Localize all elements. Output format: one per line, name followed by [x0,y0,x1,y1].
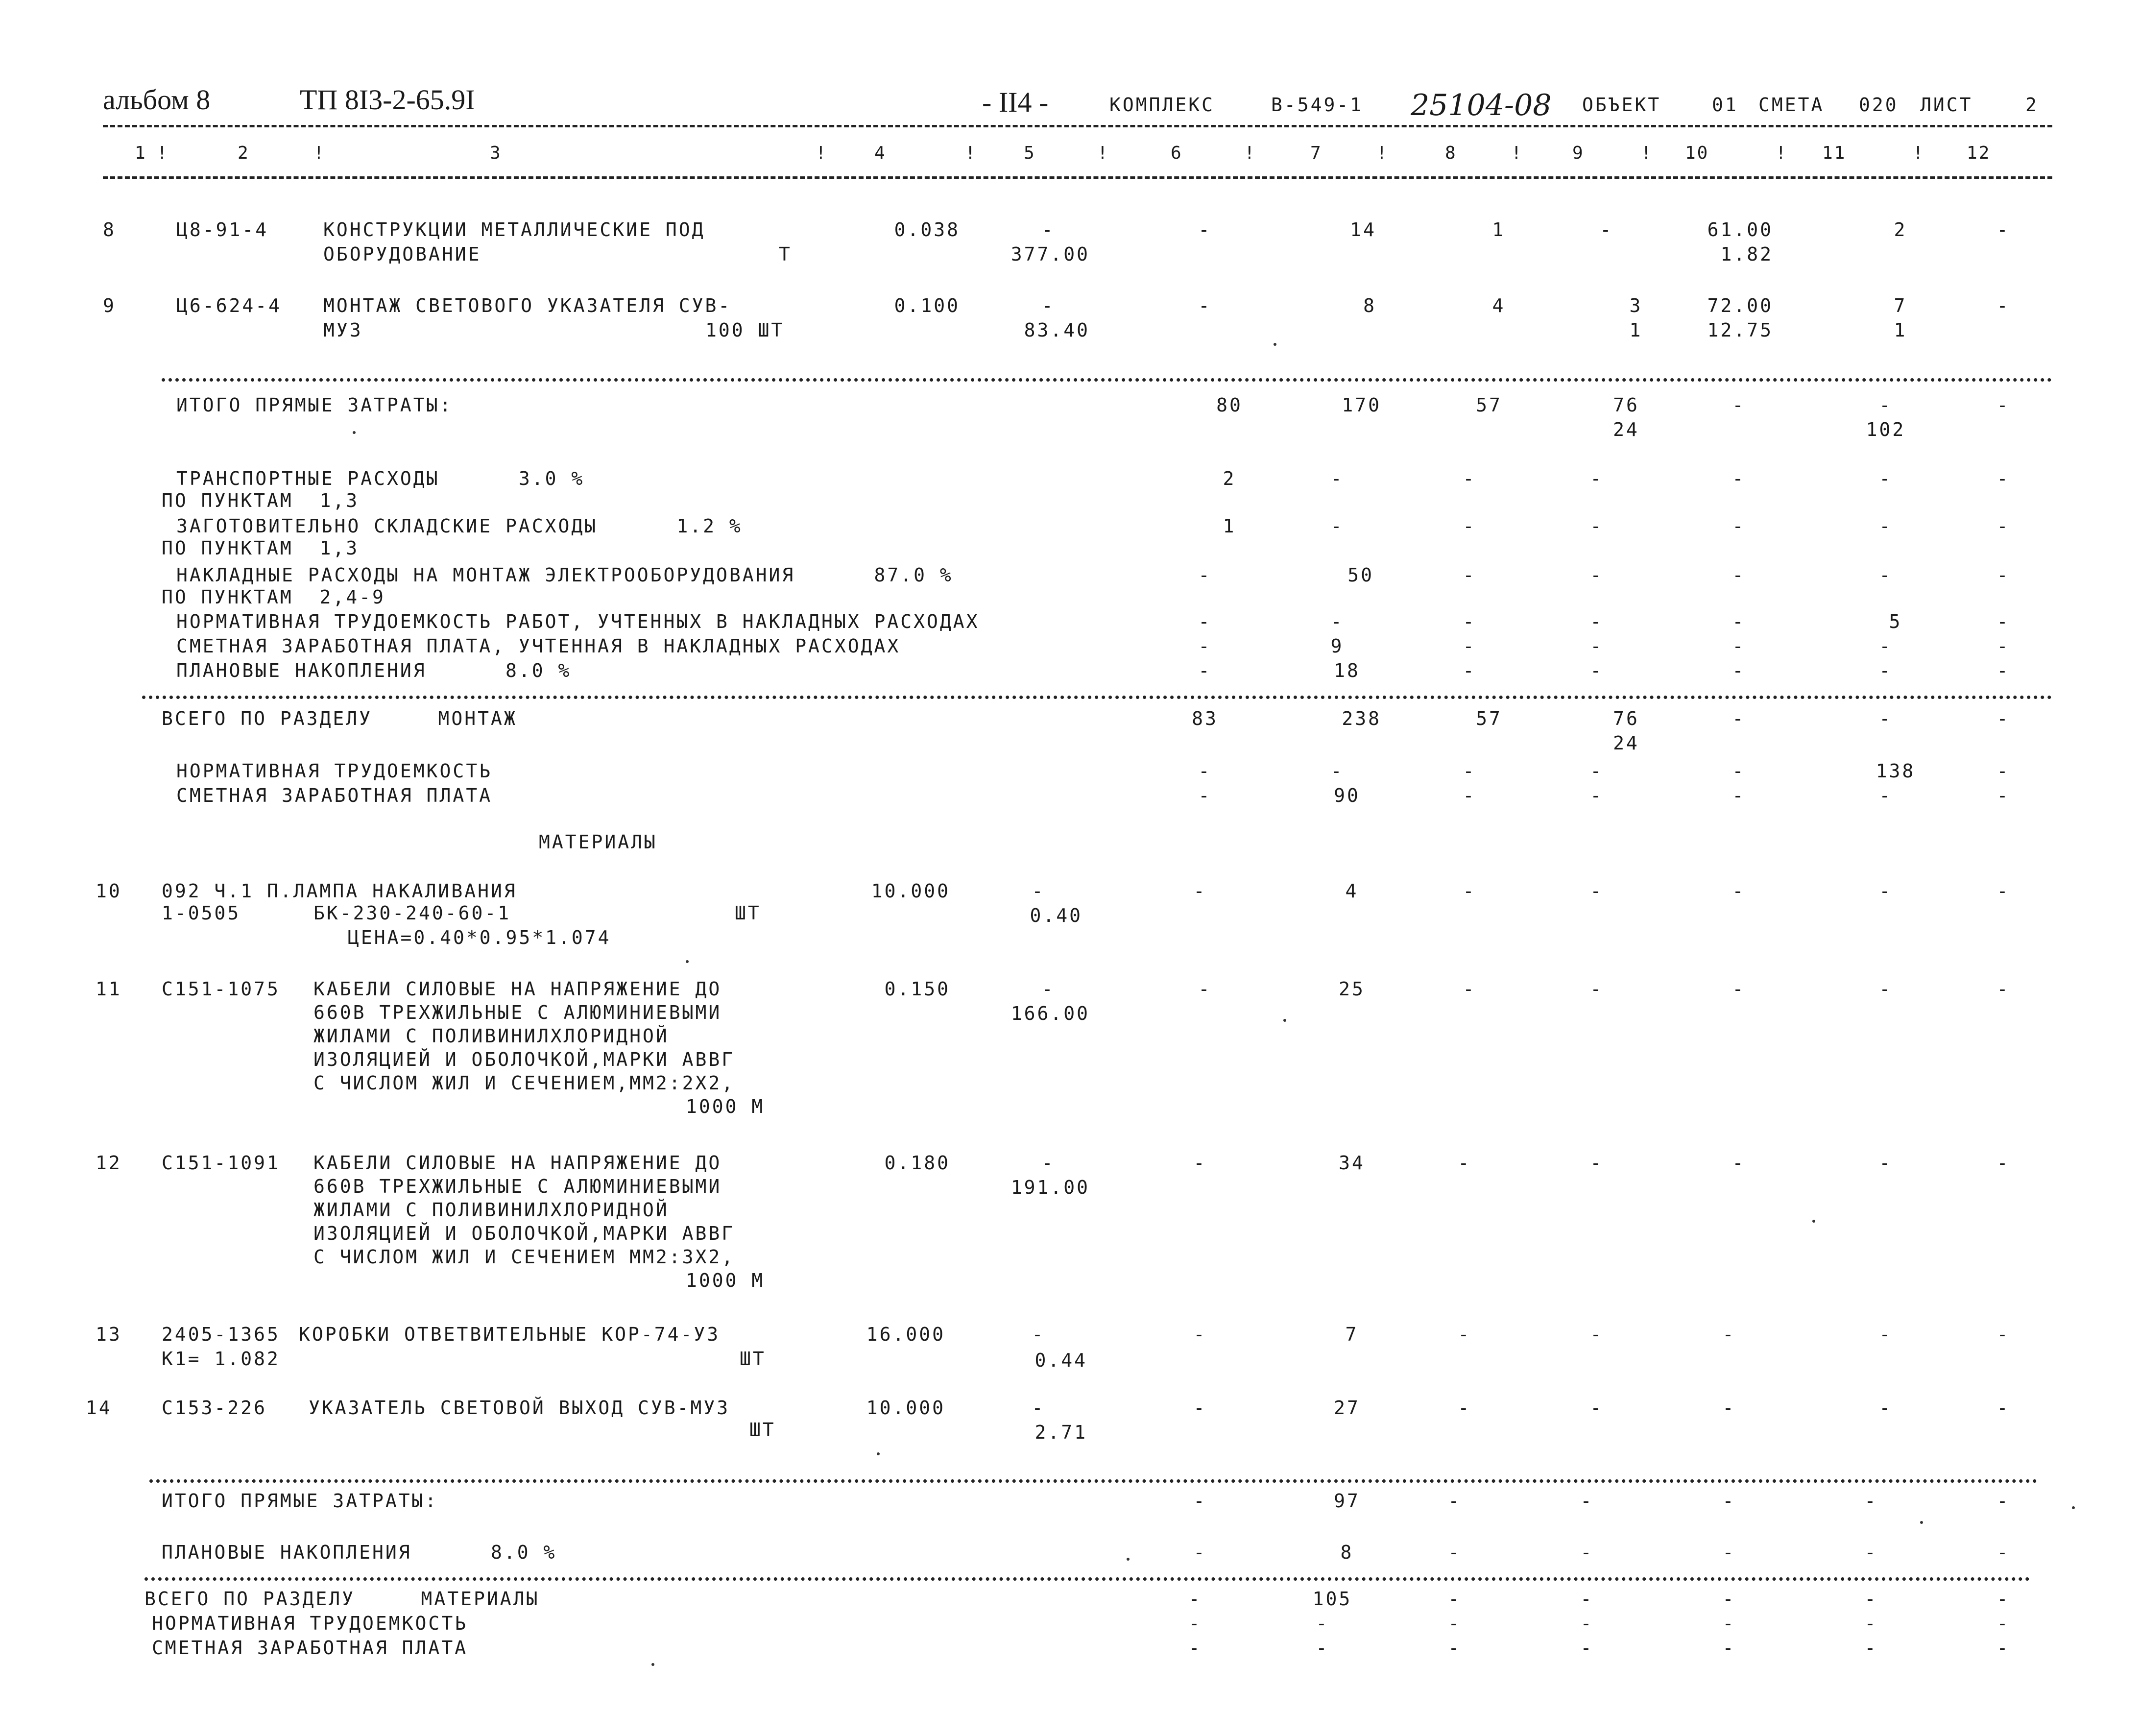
row-code: 092 Ч.1 П.ЛАМПА НАКАЛИВАНИЯ [162,880,517,902]
cell-c8: - [1448,1542,1462,1563]
cell-c12: - [1996,1613,2010,1634]
cell-c10: - [1722,1324,1736,1345]
row-number: 14 [86,1397,112,1419]
cell-c10: - [1722,1542,1736,1563]
cell-c8: - [1448,1613,1462,1634]
cell-c10: - [1722,1588,1736,1610]
row-code: С151-1075 [162,978,280,1000]
cell-c8: 57 [1476,394,1502,416]
cell-c6: - [1198,564,1212,586]
document-page: альбом 8 ТП 8I3-2-65.9I - II4 - КОМПЛЕКС В-549-1 25104-08 ОБЪЕКТ 01 СМЕТА 020 ЛИСТ 2 1 2 3 4 5 6 7 8 9 10 11 12 ! ! ! ! ! ! ! ! ! ! ! 8 Ц8-91-4 КОНСТРУКЦИИ МЕТАЛЛИЧЕСКИЕ ПОД ОБОРУДОВАНИЕ Т 0.038 - 377.00 - 14 1 - 61.00 1.82 2 - 9 Ц6-624-4 МОНТАЖ СВЕТОВОГО УКАЗАТЕЛЯ СУВ- МУЗ 100 ШТ 0.100 - 83.40 - 8 4 3 1 72.00 12.75 7 1 - ИТОГО ПРЯМЫЕ ЗАТРАТЫ: 80 170 57 76 24 - - 102 - ТРАНСПОРТНЫЕ РАСХОДЫ 3.0 % ПО ПУНКТАМ 1,3 2 - - - - - - ЗАГОТОВИТЕЛЬНО СКЛАДСКИЕ РАСХОДЫ 1.2 % ПО ПУНКТАМ 1,3 1 - - - - - - НАКЛАДНЫЕ РАСХОДЫ НА МОНТАЖ ЭЛЕКТРООБОРУДОВАНИЯ 87.0 % ПО ПУНКТАМ 2,4-9 - 50 - - - - - НОРМАТИВНАЯ ТРУДОЕМКОСТЬ РАБОТ, УЧТЕННЫХ В НАКЛАДНЫХ РАСХОДАХ - - - - - 5 - СМЕТНАЯ ЗАРАБОТНАЯ ПЛАТА, УЧТЕННАЯ В НАКЛАДНЫХ РАСХОДАХ - 9 - - - - - ПЛАНОВЫЕ НАКОПЛЕНИЯ 8.0 % - 18 - - - - - ВСЕГО ПО РАЗДЕЛУ МОНТАЖ 83 238 57 76 24 - - - НОРМАТИВНАЯ ТРУДОЕМКОСТЬ - - - - - 138 - СМЕТНАЯ ЗАРАБОТНАЯ ПЛАТА - 90 - - - - - МАТЕРИАЛЫ 10 092 Ч.1 П.ЛАМПА НАКАЛИВАНИЯ 1-0505 БК-230-240-60-1 ЦЕНА=0.40*0.95*1.074 ШТ 10.000 - 0.40 - 4 - - - - - 11 С151-1075 КАБЕЛИ СИЛОВЫЕ НА НАПРЯЖЕНИЕ ДО 660В ТРЕХЖИЛЬНЫЕ С АЛЮМИНИЕВЫМИ ЖИЛАМИ С ПОЛИВИНИЛХЛОРИДНОЙ ИЗОЛЯЦИЕЙ И ОБОЛОЧКОЙ,МАРКИ АВВГ С ЧИСЛОМ ЖИЛ И СЕЧЕНИЕМ,ММ2:2Х2, 1000 М 0.150 - 166.00 - 25 - - - - - 12 С151-1091 КАБЕЛИ СИЛОВЫЕ НА НАПРЯЖЕНИЕ ДО 660В ТРЕХЖИЛЬНЫЕ С АЛЮМИНИЕВЫМИ ЖИЛАМИ С ПОЛИВИНИЛХЛОРИДНОЙ ИЗОЛЯЦИЕЙ И ОБОЛОЧКОЙ,МАРКИ АВВГ С ЧИСЛОМ ЖИЛ И СЕЧЕНИЕМ ММ2:3Х2, 1000 М 0.180 - 191.00 - 34 - - - - - 13 2405-1365 К1= 1.082 КОРОБКИ ОТВЕТВИТЕЛЬНЫЕ КОР-74-У3 ШТ 16.000 - 0.44 - 7 - - - - - 14 С153-226 УКАЗАТЕЛЬ СВЕТОВОЙ ВЫХОД СУВ-МУЗ ШТ 10.000 - 2.71 - 27 - - - - - ИТОГО ПРЯМЫЕ ЗАТРАТЫ: - 97 - - - - - ПЛАНОВЫЕ НАКОПЛЕНИЯ 8.0 % - 8 - - - - - ВСЕГО ПО РАЗДЕЛУ МАТЕРИАЛЫ - 105 - - - - - НОРМАТИВНАЯ ТРУДОЕМКОСТЬ - - - - - - - СМЕТНАЯ ЗАРАБОТНАЯ ПЛАТА - - - - - - - [0,0,2140,1736]
cell-c10-sub: 12.75 [1707,319,1773,341]
cell-c9: - [1580,1542,1594,1563]
row-description: МУЗ [323,319,363,341]
cell-c11: - [1879,708,1893,729]
cell-c7: - [1330,611,1344,632]
cell-c12: - [1996,468,2010,489]
cell-c9: - [1590,1152,1604,1174]
cell-c9-sub: 24 [1613,732,1639,754]
cell-c12: - [1996,219,2010,241]
total-label: ВСЕГО ПО РАЗДЕЛУ МОНТАЖ [162,708,517,729]
scan-speck [1127,1558,1130,1561]
cell-c12: - [1996,1490,2010,1512]
cell-c10: - [1722,1637,1736,1659]
cell-c6: - [1198,660,1212,681]
cell-c7: 50 [1347,564,1374,586]
cell-c9: - [1590,468,1604,489]
cell-c11: - [1879,880,1893,902]
row-description: ЖИЛАМИ С ПОЛИВИНИЛХЛОРИДНОЙ [313,1025,669,1047]
cell-c10: - [1722,1490,1736,1512]
cell-c6: - [1198,611,1212,632]
cell-c11: 2 [1894,219,1907,241]
cell-quantity: 10.000 [866,1397,945,1419]
sheet-value: 2 [2025,94,2039,116]
complex-label: КОМПЛЕКС [1109,94,1215,116]
cell-c12: - [1996,708,2010,729]
header-rule-top [103,125,2052,127]
cell-c10: - [1732,708,1746,729]
cell-c9: - [1590,635,1604,657]
total-label: ЗАГОТОВИТЕЛЬНО СКЛАДСКИЕ РАСХОДЫ 1.2 % [176,515,743,537]
cell-c12: - [1996,515,2010,537]
cell-c6: - [1198,760,1212,782]
cell-c10: - [1732,468,1746,489]
cell-c12: - [1996,785,2010,806]
row-description: УКАЗАТЕЛЬ СВЕТОВОЙ ВЫХОД СУВ-МУЗ [309,1397,730,1419]
cell-c10: - [1732,978,1746,1000]
cell-c9: - [1590,611,1604,632]
cell-c9: - [1600,219,1613,241]
cell-c7: 8 [1363,295,1376,316]
cell-c10: - [1732,394,1746,416]
cell-c9: 3 [1629,295,1643,316]
album-label: альбом 8 [103,84,211,116]
cell-c7: 97 [1334,1490,1360,1512]
object-value: 01 [1712,94,1738,116]
cell-c5-price: 83.40 [1024,319,1090,341]
cell-c10: - [1732,611,1746,632]
cell-c7: 170 [1342,394,1381,416]
cell-c6: - [1193,1152,1207,1174]
row-number: 9 [103,295,116,316]
dotted-separator [149,1479,2038,1483]
cell-c9: - [1590,660,1604,681]
row-description: КАБЕЛИ СИЛОВЫЕ НА НАПРЯЖЕНИЕ ДО [313,1152,722,1174]
cell-c6: - [1188,1588,1202,1610]
column-header: 6 [1171,143,1183,163]
cell-c11: - [1879,785,1893,806]
cell-c8: - [1448,1490,1462,1512]
cell-c9: - [1590,978,1604,1000]
scan-speck [686,960,689,963]
cell-c12: - [1996,611,2010,632]
cell-c6: - [1198,978,1212,1000]
scan-speck [2072,1506,2075,1509]
row-number: 13 [96,1324,122,1345]
cell-c7: - [1330,515,1344,537]
dotted-separator [144,1577,2030,1581]
complex-value: В-549-1 [1271,94,1364,116]
cell-c11: - [1879,635,1893,657]
cell-c11: - [1879,394,1893,416]
cell-c10-sub: 1.82 [1720,243,1773,265]
total-note: ПО ПУНКТАМ 1,3 [162,537,360,559]
header-rule-bottom [103,176,2052,179]
cell-c9: 76 [1613,394,1639,416]
cell-c8: 4 [1492,295,1506,316]
cell-c5: - [1041,1152,1055,1174]
cell-c8: - [1463,635,1476,657]
cell-c6: - [1198,295,1212,316]
cell-c12: - [1996,1588,2010,1610]
cell-c11: - [1879,978,1893,1000]
cell-c7: 27 [1334,1397,1360,1419]
cell-c7: 18 [1334,660,1360,681]
cell-c10: - [1732,635,1746,657]
scan-speck [1283,1019,1286,1022]
total-note: ПО ПУНКТАМ 2,4-9 [162,586,385,608]
total-label: СМЕТНАЯ ЗАРАБОТНАЯ ПЛАТА [152,1637,468,1659]
cell-c12: - [1996,1542,2010,1563]
row-unit: ШТ [740,1348,766,1370]
row-description: С ЧИСЛОМ ЖИЛ И СЕЧЕНИЕМ ММ2:3Х2, [313,1246,735,1268]
cell-c10: - [1722,1613,1736,1634]
cell-c8: - [1463,978,1476,1000]
row-number: 10 [96,880,122,902]
row-unit: 100 ШТ [705,319,785,341]
cell-c5: - [1041,219,1055,241]
cell-c11: - [1879,564,1893,586]
cell-c11: 138 [1876,760,1916,782]
cell-c8: - [1463,468,1476,489]
cell-c11: - [1879,660,1893,681]
row-description: ОБОРУДОВАНИЕ [323,243,481,265]
cell-c9: - [1580,1637,1594,1659]
cell-c11: - [1879,1397,1893,1419]
cell-c7: - [1330,468,1344,489]
cell-quantity: 0.100 [894,295,960,316]
total-label: НОРМАТИВНАЯ ТРУДОЕМКОСТЬ РАБОТ, УЧТЕННЫХ В НАКЛАДНЫХ РАСХОДАХ [176,611,980,632]
total-note: ПО ПУНКТАМ 1,3 [162,490,360,511]
row-description: МОНТАЖ СВЕТОВОГО УКАЗАТЕЛЯ СУВ- [323,295,732,316]
row-code: С153-226 [162,1397,267,1419]
total-label: ПЛАНОВЫЕ НАКОПЛЕНИЯ 8.0 % [162,1542,557,1563]
column-header: 4 [874,143,887,163]
cell-c8: - [1458,1324,1471,1345]
row-unit: Т [779,243,792,265]
cell-c6: 2 [1223,468,1236,489]
cell-c6: - [1198,219,1212,241]
cell-c6: - [1193,1397,1207,1419]
page-number: - II4 - [982,86,1049,118]
cell-c12: - [1996,760,2010,782]
cell-c10: - [1732,785,1746,806]
cell-c5: - [1032,880,1045,902]
cell-c7: 238 [1342,708,1381,729]
column-header: 11 [1822,143,1847,163]
cell-c7: 9 [1330,635,1344,657]
cell-c10: - [1732,1152,1746,1174]
cell-c7: 4 [1345,880,1359,902]
column-header: 12 [1967,143,1991,163]
cell-c9-sub: 1 [1629,319,1643,341]
cell-quantity: 10.000 [871,880,950,902]
cell-c8: - [1463,785,1476,806]
cell-c11: - [1864,1542,1878,1563]
total-label: ПЛАНОВЫЕ НАКОПЛЕНИЯ 8.0 % [176,660,572,681]
cell-c8: 1 [1492,219,1506,241]
cell-c8: - [1463,880,1476,902]
total-label: НОРМАТИВНАЯ ТРУДОЕМКОСТЬ [176,760,493,782]
cell-c9: 76 [1613,708,1639,729]
cell-c7: 14 [1350,219,1376,241]
cell-c8: - [1448,1637,1462,1659]
cell-c10: - [1722,1397,1736,1419]
cell-c12: - [1996,1324,2010,1345]
cell-c12: - [1996,1637,2010,1659]
row-description: 1000 М [686,1096,765,1117]
row-number: 11 [96,978,122,1000]
cell-c8: - [1458,1397,1471,1419]
row-code: Ц6-624-4 [176,295,282,316]
total-label: НОРМАТИВНАЯ ТРУДОЕМКОСТЬ [152,1613,468,1634]
cell-c11-sub: 102 [1866,419,1906,440]
scan-speck [1920,1521,1923,1524]
cell-c10: - [1732,760,1746,782]
cell-c9: - [1590,785,1604,806]
column-header: 7 [1310,143,1322,163]
scan-speck [651,1663,654,1666]
cell-c9: - [1590,760,1604,782]
cell-c6: - [1193,1542,1207,1563]
dotted-separator [162,378,2052,382]
cell-c12: - [1996,978,2010,1000]
row-number: 8 [103,219,116,241]
cell-c6: - [1188,1637,1202,1659]
cell-c9: - [1580,1613,1594,1634]
cell-c12: - [1996,1397,2010,1419]
cell-c6: - [1198,785,1212,806]
total-label: СМЕТНАЯ ЗАРАБОТНАЯ ПЛАТА, УЧТЕННАЯ В НАКЛАДНЫХ РАСХОДАХ [176,635,901,657]
cell-quantity: 16.000 [866,1324,945,1345]
cell-c5: - [1032,1324,1045,1345]
column-header: 1 [135,143,147,163]
cell-c6: 1 [1223,515,1236,537]
cell-c6: - [1193,1324,1207,1345]
cell-quantity: 0.150 [884,978,950,1000]
cell-c6: - [1198,635,1212,657]
cell-c12: - [1996,880,2010,902]
handwritten-code: 25104-08 [1411,88,1552,122]
estimate-label: СМЕТА [1758,94,1825,116]
cell-c9: - [1590,1397,1604,1419]
cell-c9: - [1590,564,1604,586]
row-code: Ц8-91-4 [176,219,269,241]
cell-quantity: 0.038 [894,219,960,241]
column-header: 9 [1572,143,1585,163]
total-label: ИТОГО ПРЯМЫЕ ЗАТРАТЫ: [176,394,453,416]
cell-c12: - [1996,564,2010,586]
cell-c8: - [1463,515,1476,537]
cell-c7: - [1316,1613,1329,1634]
cell-c9: - [1580,1490,1594,1512]
column-header: 5 [1024,143,1036,163]
row-code: 2405-1365 [162,1324,280,1345]
row-description: КАБЕЛИ СИЛОВЫЕ НА НАПРЯЖЕНИЕ ДО [313,978,722,1000]
cell-c12: - [1996,394,2010,416]
project-code: ТП 8I3-2-65.9I [300,84,475,116]
sheet-label: ЛИСТ [1920,94,1973,116]
row-description: 660В ТРЕХЖИЛЬНЫЕ С АЛЮМИНИЕВЫМИ [313,1002,722,1023]
row-code: С151-1091 [162,1152,280,1174]
row-description: ИЗОЛЯЦИЕЙ И ОБОЛОЧКОЙ,МАРКИ АВВГ [313,1223,735,1244]
cell-c11: - [1879,515,1893,537]
row-unit: ШТ [749,1419,776,1441]
row-description: ЦЕНА=0.40*0.95*1.074 [348,927,611,948]
row-description: ЖИЛАМИ С ПОЛИВИНИЛХЛОРИДНОЙ [313,1199,669,1221]
cell-c5-price: 2.71 [1034,1422,1087,1443]
cell-c11: 5 [1889,611,1902,632]
cell-c7: 105 [1312,1588,1352,1610]
cell-c12: - [1996,635,2010,657]
cell-c8: - [1463,611,1476,632]
cell-c5-price: 377.00 [1010,243,1090,265]
row-code-sub: 1-0505 [162,902,241,924]
cell-c6: - [1188,1613,1202,1634]
row-number: 12 [96,1152,122,1174]
cell-c5-price: 0.44 [1034,1350,1087,1371]
cell-c6: 80 [1216,394,1243,416]
scan-speck [1274,343,1276,346]
cell-c6: 83 [1192,708,1218,729]
cell-c11: - [1879,1324,1893,1345]
cell-c5-price: 166.00 [1010,1003,1090,1024]
cell-c10: 72.00 [1707,295,1773,316]
cell-quantity: 0.180 [884,1152,950,1174]
cell-c10: - [1732,880,1746,902]
column-header: 8 [1445,143,1457,163]
cell-c10: - [1732,515,1746,537]
cell-c12: - [1996,295,2010,316]
row-code-sub: К1= 1.082 [162,1348,280,1370]
cell-c11: - [1864,1613,1878,1634]
cell-c11: - [1864,1490,1878,1512]
row-description: КОНСТРУКЦИИ МЕТАЛЛИЧЕСКИЕ ПОД [323,219,705,241]
row-description: 1000 М [686,1270,765,1291]
cell-c8: 57 [1476,708,1502,729]
cell-c7: 25 [1339,978,1365,1000]
cell-c11: - [1879,1152,1893,1174]
cell-c9: - [1590,515,1604,537]
cell-c7: - [1330,760,1344,782]
total-label: ВСЕГО ПО РАЗДЕЛУ МАТЕРИАЛЫ [144,1588,540,1610]
cell-c5-price: 191.00 [1010,1177,1090,1198]
cell-c10: - [1732,564,1746,586]
cell-c11: 7 [1894,295,1907,316]
cell-c7: 8 [1340,1542,1354,1563]
cell-c8: - [1463,660,1476,681]
column-header: 2 [238,143,250,163]
cell-c11: - [1879,468,1893,489]
cell-c9: - [1590,1324,1604,1345]
cell-c6: - [1193,880,1207,902]
dotted-separator [142,696,2052,699]
row-description: С ЧИСЛОМ ЖИЛ И СЕЧЕНИЕМ,ММ2:2Х2, [313,1072,735,1094]
cell-c8: - [1448,1588,1462,1610]
cell-c10: - [1732,660,1746,681]
cell-c8: - [1458,1152,1471,1174]
cell-c7: 34 [1339,1152,1365,1174]
scan-speck [877,1452,880,1455]
cell-c11: - [1864,1637,1878,1659]
row-unit: ШТ [735,902,761,924]
column-header: 3 [490,143,502,163]
row-description: БК-230-240-60-1 [313,902,511,924]
total-label: СМЕТНАЯ ЗАРАБОТНАЯ ПЛАТА [176,785,493,806]
cell-c9: - [1590,880,1604,902]
cell-c5-price: 0.40 [1030,905,1082,926]
total-label: НАКЛАДНЫЕ РАСХОДЫ НА МОНТАЖ ЭЛЕКТРООБОРУДОВАНИЯ 87.0 % [176,564,953,586]
total-label: ИТОГО ПРЯМЫЕ ЗАТРАТЫ: [162,1490,438,1512]
total-label: ТРАНСПОРТНЫЕ РАСХОДЫ 3.0 % [176,468,585,489]
scan-speck [353,431,356,434]
cell-c11: - [1864,1588,1878,1610]
cell-c6: - [1193,1490,1207,1512]
cell-c9: - [1580,1588,1594,1610]
estimate-value: 020 [1859,94,1899,116]
cell-c7: 90 [1334,785,1360,806]
cell-c5: - [1041,978,1055,1000]
section-title-materials: МАТЕРИАЛЫ [539,831,657,853]
cell-c5: - [1032,1397,1045,1419]
cell-c12: - [1996,660,2010,681]
column-header: 10 [1685,143,1709,163]
object-label: ОБЪЕКТ [1582,94,1661,116]
cell-c11-sub: 1 [1894,319,1907,341]
cell-c7: - [1316,1637,1329,1659]
cell-c5: - [1041,295,1055,316]
cell-c7: 7 [1345,1324,1359,1345]
row-description: КОРОБКИ ОТВЕТВИТЕЛЬНЫЕ КОР-74-У3 [299,1324,721,1345]
row-description: ИЗОЛЯЦИЕЙ И ОБОЛОЧКОЙ,МАРКИ АВВГ [313,1049,735,1070]
cell-c9-sub: 24 [1613,419,1639,440]
cell-c12: - [1996,1152,2010,1174]
cell-c8: - [1463,760,1476,782]
row-description: 660В ТРЕХЖИЛЬНЫЕ С АЛЮМИНИЕВЫМИ [313,1176,722,1197]
cell-c10: 61.00 [1707,219,1773,241]
scan-speck [1812,1220,1815,1223]
cell-c8: - [1463,564,1476,586]
